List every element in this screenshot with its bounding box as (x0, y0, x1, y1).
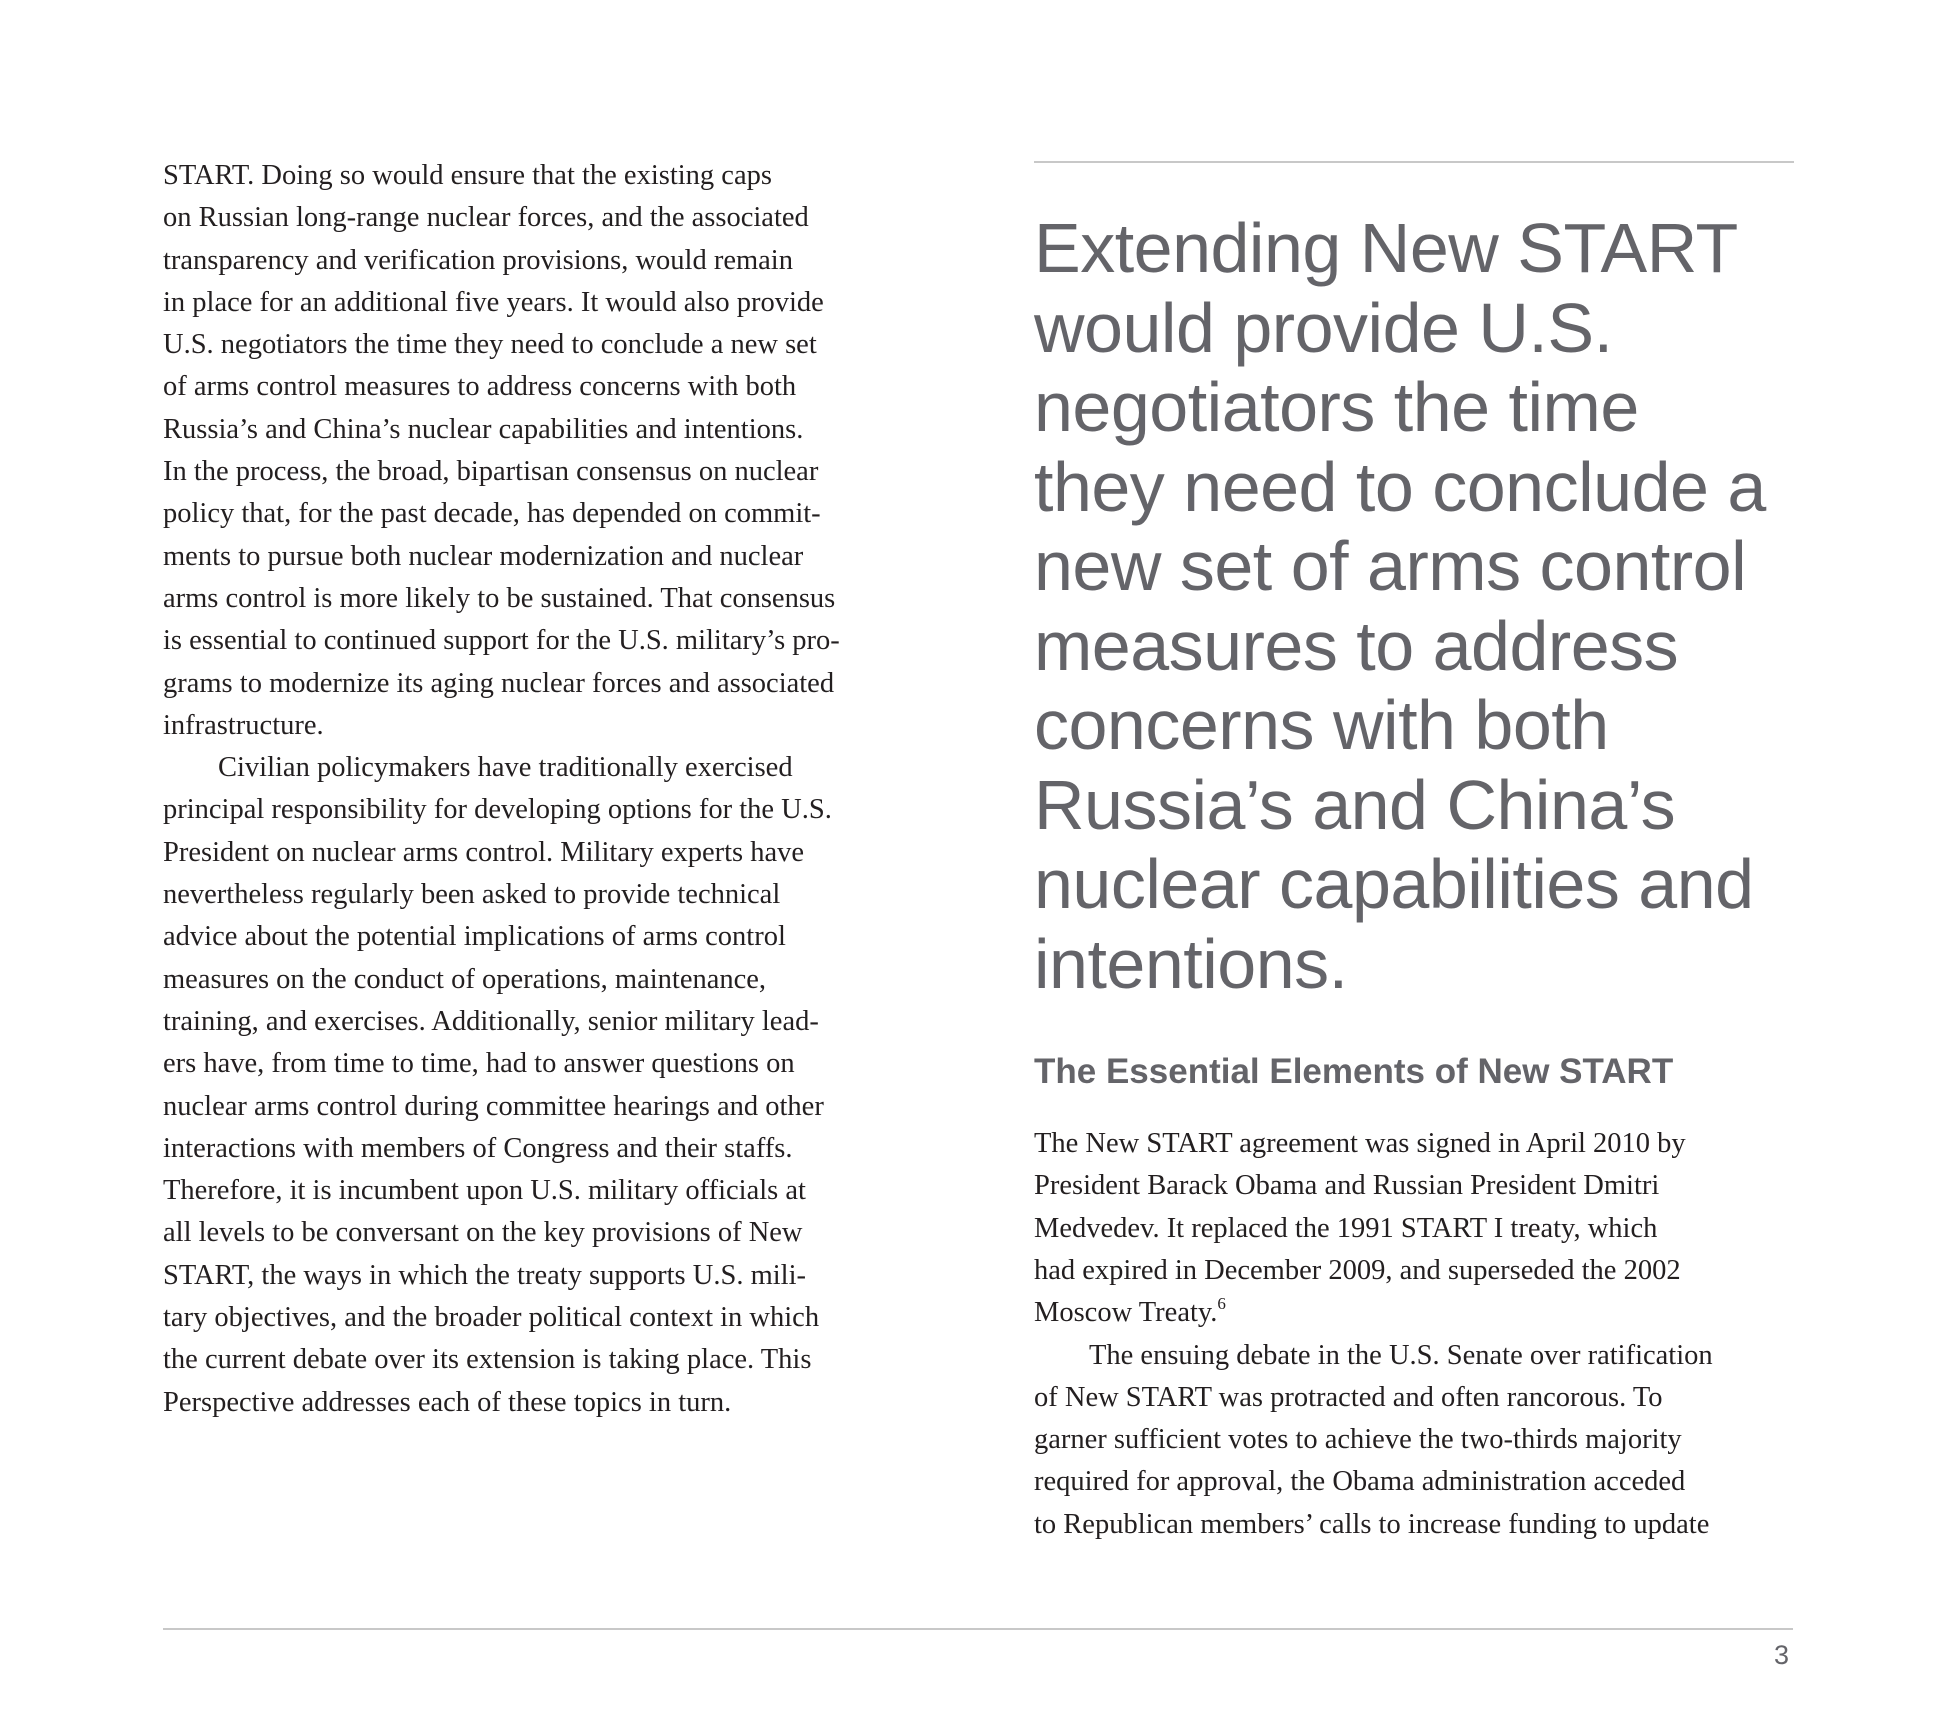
body-line: in place for an additional five years. It would also provide (163, 286, 824, 318)
footnote-marker[interactable]: 6 (1217, 1294, 1226, 1314)
body-line: interactions with members of Congress and their staffs. (163, 1132, 793, 1164)
body-line-indented: Civilian policymakers have traditionally exercised (218, 752, 793, 784)
body-line: President on nuclear arms control. Military experts have (163, 836, 805, 868)
pull-quote-line: intentions. (1034, 924, 1348, 1003)
body-line: Medvedev. It replaced the 1991 START I treaty, which (1034, 1212, 1658, 1244)
body-line: required for approval, the Obama administration acceded (1034, 1466, 1686, 1498)
pull-quote-line: they need to conclude a (1034, 447, 1766, 526)
body-line: to Republican members’ calls to increase funding to update (1034, 1508, 1710, 1540)
body-line: of arms control measures to address concerns with both (163, 371, 797, 403)
pull-quote-line: nuclear capabilities and (1034, 845, 1754, 923)
body-line: measures on the conduct of operations, maintenance, (163, 963, 767, 995)
body-line: had expired in December 2009, and superseded the 2002 (1034, 1254, 1681, 1286)
footer-divider-rule (163, 1628, 1793, 1630)
body-line: is essential to continued support for the U.S. military’s pro- (163, 625, 840, 657)
body-line: on Russian long-range nuclear forces, and the associated (163, 202, 809, 234)
top-divider-rule (1034, 161, 1794, 163)
pull-quote-line: Russia’s and China’s (1034, 765, 1676, 844)
body-line: U.S. negotiators the time they need to conclude a new set (163, 329, 817, 361)
body-line: principal responsibility for developing options for the U.S. (163, 794, 832, 826)
body-line: of New START was protracted and often rancorous. To (1034, 1381, 1663, 1413)
body-line: START. Doing so would ensure that the existing caps (163, 160, 772, 191)
body-line: transparency and verification provisions, would remain (163, 244, 793, 276)
body-line-indented: The ensuing debate in the U.S. Senate over ratification (1089, 1339, 1713, 1371)
body-line: arms control is more likely to be sustained. That consensus (163, 582, 836, 614)
body-line: In the process, the broad, bipartisan consensus on nuclear (163, 456, 819, 488)
body-line: infrastructure. (163, 709, 324, 741)
body-line: The New START agreement was signed in April 2010 by (1034, 1128, 1686, 1160)
pull-quote-line: measures to address (1034, 606, 1679, 685)
body-line: President Barack Obama and Russian President Dmitri (1034, 1170, 1660, 1202)
body-line-with-footnote (1034, 1292, 1794, 1334)
pull-quote-line: negotiators the time (1034, 368, 1639, 446)
body-line: nuclear arms control during committee hearings and other (163, 1090, 824, 1122)
pull-quote-line: new set of arms control (1034, 527, 1747, 605)
body-line: START, the ways in which the treaty supports U.S. mili- (163, 1259, 806, 1291)
body-line: Russia’s and China’s nuclear capabilities and intentions. (163, 413, 804, 445)
pull-quote-line: Extending New START (1034, 209, 1738, 287)
body-line: nevertheless regularly been asked to provide technical (163, 879, 781, 911)
body-line: Therefore, it is incumbent upon U.S. military officials at (163, 1175, 806, 1207)
section-heading: The Essential Elements of New START (1034, 1052, 1674, 1091)
section-body-text (1034, 1123, 1794, 1546)
right-column (1034, 161, 1794, 1546)
body-line: tary objectives, and the broader political context in which (163, 1302, 820, 1334)
body-line: Perspective addresses each of these topics in turn. (163, 1386, 732, 1418)
page-number: 3 (1773, 1640, 1789, 1670)
body-line-text: Moscow Treaty. (1034, 1297, 1218, 1329)
left-column-body-text (163, 155, 923, 1424)
body-line: the current debate over its extension is taking place. This (163, 1344, 812, 1376)
pull-quote (1034, 209, 1794, 1004)
pull-quote-line: would provide U.S. (1034, 288, 1613, 367)
body-line: policy that, for the past decade, has depended on commit- (163, 498, 821, 530)
body-line: ments to pursue both nuclear modernization and nuclear (163, 540, 804, 572)
body-line: ers have, from time to time, had to answer questions on (163, 1048, 795, 1080)
body-line: advice about the potential implications of arms control (163, 921, 786, 953)
pull-quote-line: concerns with both (1034, 686, 1609, 764)
body-line: garner sufficient votes to achieve the two-thirds majority (1034, 1424, 1682, 1456)
body-line: all levels to be conversant on the key provisions of New (163, 1217, 803, 1249)
body-line: grams to modernize its aging nuclear forces and associated (163, 667, 835, 699)
body-line: training, and exercises. Additionally, senior military lead- (163, 1005, 819, 1037)
